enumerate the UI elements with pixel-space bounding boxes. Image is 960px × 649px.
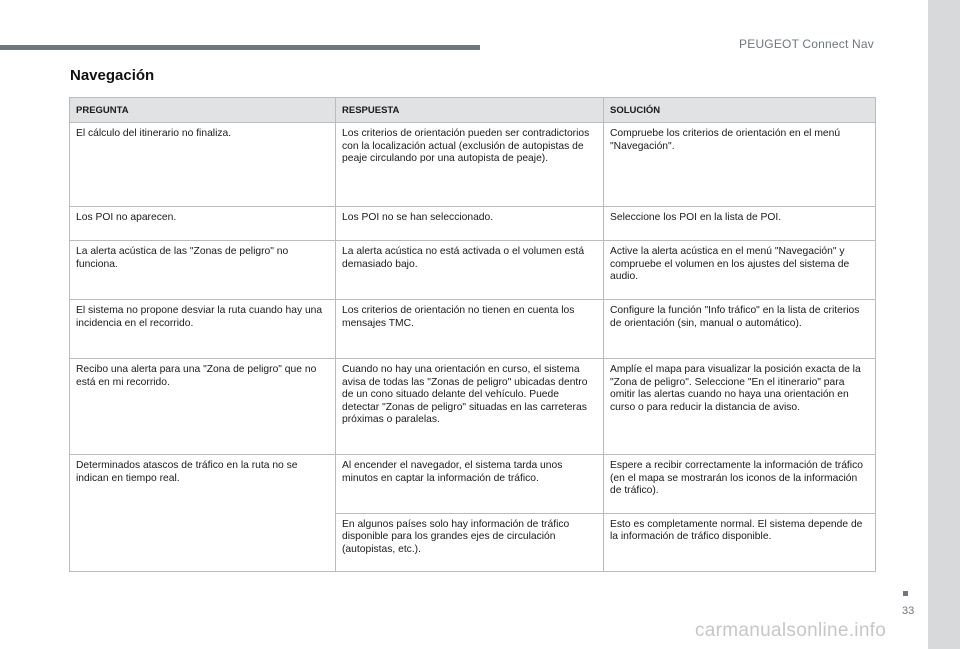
page-marker (903, 591, 908, 596)
question-cell: Determinados atascos de tráfico en la ruta no se indican en tiempo real. (70, 455, 336, 514)
solution-cell: Configure la función "Info tráfico" en la lista de criterios de orientación (sin, manual o automático). (604, 300, 876, 359)
solution-cell: Compruebe los criterios de orientación en el menú "Navegación". (604, 123, 876, 207)
answer-cell: Al encender el navegador, el sistema tarda unos minutos en captar la información de tráfico. (336, 455, 604, 514)
column-header-solucion: SOLUCIÓN (604, 98, 876, 123)
section-title: Navegación (70, 67, 155, 84)
page-number: 33 (902, 605, 915, 617)
side-strip (928, 0, 960, 649)
answer-cell: Los criterios de orientación pueden ser contradictorios con la localización actual (exclusión de autopistas de peaje circulando por una autopista de peaje). (336, 123, 604, 207)
header-rule (0, 45, 480, 50)
solution-cell: Espere a recibir correctamente la información de tráfico (en el mapa se mostrarán los iconos de la información de tráfico). (604, 455, 876, 514)
table-row (70, 300, 876, 359)
answer-cell: Cuando no hay una orientación en curso, el sistema avisa de todas las "Zonas de peligro" ubicadas dentro de un cono situado delante del vehículo. Puede detectar "Zonas de peligro" situadas en las carreteras próximas o paralelas. (336, 359, 604, 455)
table-row (70, 359, 876, 455)
brand-label: PEUGEOT Connect Nav (739, 37, 874, 51)
watermark: carmanualsonline.info (695, 620, 887, 641)
answer-cell: En algunos países solo hay información de tráfico disponible para los grandes ejes de circulación (autopistas, etc.). (336, 513, 604, 572)
question-cell (70, 513, 336, 572)
table-row (70, 123, 876, 207)
table-row (70, 455, 876, 514)
column-header-pregunta: PREGUNTA (70, 98, 336, 123)
answer-cell: La alerta acústica no está activada o el volumen está demasiado bajo. (336, 241, 604, 300)
question-cell: El sistema no propone desviar la ruta cuando hay una incidencia en el recorrido. (70, 300, 336, 359)
table-header-row (70, 98, 876, 123)
answer-cell: Los criterios de orientación no tienen en cuenta los mensajes TMC. (336, 300, 604, 359)
table-row (70, 207, 876, 241)
question-cell: Recibo una alerta para una "Zona de peligro" que no está en mi recorrido. (70, 359, 336, 455)
column-header-respuesta: RESPUESTA (336, 98, 604, 123)
table-row (70, 241, 876, 300)
question-cell: Los POI no aparecen. (70, 207, 336, 241)
table-row (70, 513, 876, 572)
solution-cell: Amplíe el mapa para visualizar la posición exacta de la "Zona de peligro". Seleccione "En el itinerario" para omitir las alertas cuando no haya una orientación en curso o para reducir la distancia de aviso. (604, 359, 876, 455)
solution-cell: Active la alerta acústica en el menú "Navegación" y compruebe el volumen en los ajustes del sistema de audio. (604, 241, 876, 300)
question-cell: La alerta acústica de las "Zonas de peligro" no funciona. (70, 241, 336, 300)
troubleshooting-table (69, 97, 876, 572)
solution-cell: Esto es completamente normal. El sistema depende de la información de tráfico disponible. (604, 513, 876, 572)
solution-cell: Seleccione los POI en la lista de POI. (604, 207, 876, 241)
answer-cell: Los POI no se han seleccionado. (336, 207, 604, 241)
question-cell: El cálculo del itinerario no finaliza. (70, 123, 336, 207)
